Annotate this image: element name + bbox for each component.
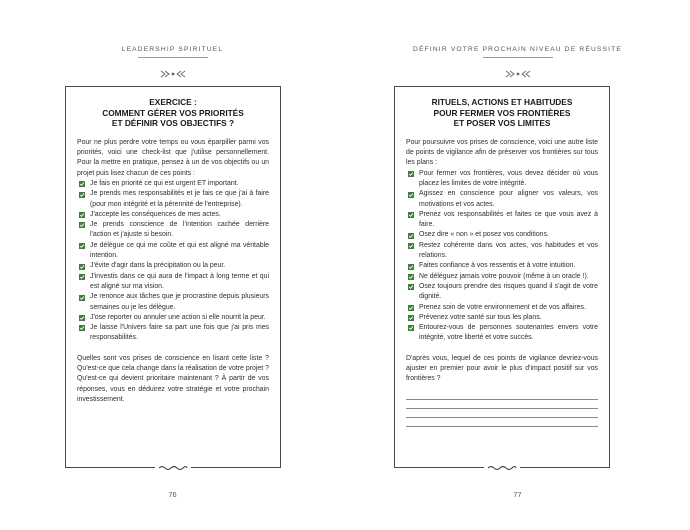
checkbox-icon bbox=[79, 264, 85, 270]
ornament-icon bbox=[503, 66, 533, 76]
checklist-item: Je délègue ce qui me coûte et qui est aligné ma véritable intention. bbox=[77, 241, 269, 262]
running-head-rule-left bbox=[138, 57, 208, 58]
exercise-closing: Quelles sont vos prises de conscience en lisant cette liste ? Qu'est-ce que cela change dans la réalisation de votre projet ? Qu'est-ce qui devient prioritaire maintenant ? À partir de vos réponses, vous en déduirez votre stratégie et votre prochain investissement. bbox=[77, 354, 269, 403]
checklist-item: J'évite d'agir dans la précipitation ou la peur. bbox=[77, 261, 269, 271]
running-head-right: DÉFINIR VOTRE PROCHAIN NIVEAU DE RÉUSSITE bbox=[413, 46, 622, 53]
checklist-item: Prévenez votre santé sur tous les plans. bbox=[406, 313, 598, 323]
priorities-checklist bbox=[77, 179, 269, 344]
checklist-item: Je renonce aux tâches que je procrastine depuis plusieurs semaines ou je les délègue. bbox=[77, 292, 269, 313]
checklist-item: Je prends mes responsabilités et je fais ce que j'ai à faire (pour mon intégrité et la pérennité de l'entreprise). bbox=[77, 189, 269, 210]
checklist-item: Je fais en priorité ce qui est urgent ET important. bbox=[77, 179, 269, 189]
rituals-closing: D'après vous, lequel de ces points de vigilance devriez-vous ajuster en premier pour avoir le plus d'impact positif sur vos frontières ? bbox=[406, 354, 598, 383]
checkbox-icon bbox=[79, 212, 85, 218]
page-number-left: 76 bbox=[168, 490, 177, 499]
wave-ornament-icon bbox=[484, 463, 520, 473]
rituals-title: RITUELS, ACTIONS ET HABITUDES POUR FERMER VOS FRONTIÈRES ET POSER VOS LIMITES bbox=[431, 97, 573, 129]
checkbox-icon bbox=[79, 295, 85, 301]
checkbox-icon bbox=[408, 315, 414, 321]
checkbox-icon bbox=[408, 325, 414, 331]
checkbox-icon bbox=[408, 264, 414, 270]
checklist-item: Agissez en conscience pour aligner vos valeurs, vos motivations et vos actes. bbox=[406, 189, 598, 210]
checklist-item: Restez cohérente dans vos actes, vos habitudes et vos relations. bbox=[406, 241, 598, 262]
checkbox-icon bbox=[79, 181, 85, 187]
rituals-box bbox=[394, 86, 610, 468]
checkbox-icon bbox=[79, 222, 85, 228]
checklist-item: Osez toujours prendre des risques quand il s'agit de votre dignité. bbox=[406, 282, 598, 303]
exercise-title: EXERCICE : COMMENT GÉRER VOS PRIORITÉS ET DÉFINIR VOS OBJECTIFS ? bbox=[102, 97, 244, 129]
checklist-item: Osez dire « non » et posez vos conditions. bbox=[406, 230, 598, 240]
checkbox-icon bbox=[408, 171, 414, 177]
checklist-item: Prenez soin de votre environnement et de vos affaires. bbox=[406, 303, 598, 313]
running-head-rule-right bbox=[483, 57, 553, 58]
checklist-item: J'investis dans ce qui aura de l'impact à long terme et qui est aligné sur ma vision. bbox=[77, 272, 269, 293]
ornament-icon bbox=[158, 66, 188, 76]
checkbox-icon bbox=[408, 243, 414, 249]
wave-ornament-icon bbox=[155, 463, 191, 473]
running-head-left: LEADERSHIP SPIRITUEL bbox=[121, 46, 224, 53]
rituals-intro: Pour poursuivre vos prises de conscience, voici une autre liste de points de vigilance afin de préserver vos frontières sur tous les plans : bbox=[406, 138, 598, 167]
right-page bbox=[345, 0, 690, 530]
checkbox-icon bbox=[79, 325, 85, 331]
page-number-right: 77 bbox=[513, 490, 522, 499]
checklist-item: J'ose reporter ou annuler une action si elle nourrit la peur. bbox=[77, 313, 269, 323]
checkbox-icon bbox=[79, 192, 85, 198]
checklist-item: Ne déléguez jamais votre pouvoir (même à un oracle !). bbox=[406, 272, 598, 282]
checklist-item: Je laisse l'Univers faire sa part une fois que j'ai pris mes responsabilités. bbox=[77, 323, 269, 344]
boundaries-checklist bbox=[406, 169, 598, 344]
exercise-box bbox=[65, 86, 281, 468]
checklist-item: Faites confiance à vos ressentis et à votre intuition. bbox=[406, 261, 598, 271]
checkbox-icon bbox=[79, 274, 85, 280]
checklist-item: Je prends conscience de l'intention cachée derrière l'action et j'ajuste si besoin. bbox=[77, 220, 269, 241]
checkbox-icon bbox=[408, 192, 414, 198]
checkbox-icon bbox=[408, 305, 414, 311]
answer-line bbox=[406, 426, 598, 427]
answer-lines bbox=[406, 399, 598, 427]
answer-line bbox=[406, 417, 598, 418]
exercise-intro: Pour ne plus perdre votre temps ou vous éparpiller parmi vos priorités, voici une check-list que j'utilise personnellement. Pour la mettre en pratique, pensez à un de vos objectifs ou un projet puis lisez chacun de ces points : bbox=[77, 138, 269, 177]
checklist-item: Pour fermer vos frontières, vous devez décider où vous placez les limites de votre intégrité. bbox=[406, 169, 598, 190]
answer-line bbox=[406, 399, 598, 400]
checkbox-icon bbox=[79, 315, 85, 321]
checkbox-icon bbox=[408, 233, 414, 239]
checklist-item: J'accepte les conséquences de mes actes. bbox=[77, 210, 269, 220]
checklist-item: Prenez vos responsabilités et faites ce que vous avez à faire. bbox=[406, 210, 598, 231]
checkbox-icon bbox=[408, 284, 414, 290]
checkbox-icon bbox=[79, 243, 85, 249]
checklist-item: Entourez-vous de personnes soutenantes envers votre intégrité, votre liberté et votre succès. bbox=[406, 323, 598, 344]
checkbox-icon bbox=[408, 274, 414, 280]
checkbox-icon bbox=[408, 212, 414, 218]
answer-line bbox=[406, 408, 598, 409]
